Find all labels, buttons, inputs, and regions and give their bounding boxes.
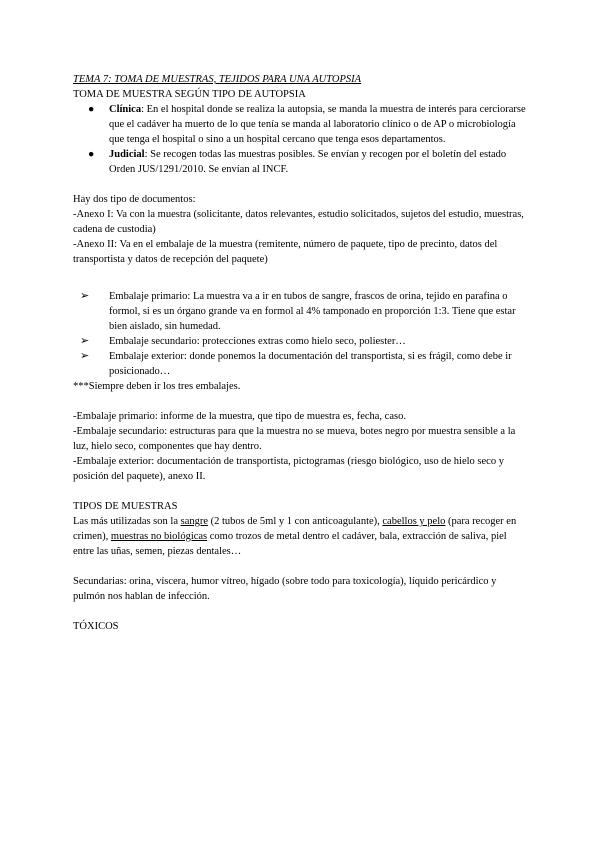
list-item	[73, 334, 529, 349]
list-item	[73, 289, 529, 334]
item-text: : Se recogen todas las muestras posibles. Se envían y recogen por el boletín del estado Orden JUS/1291/2010. Se envían al INCF.	[109, 149, 507, 175]
underlined-term: muestras no biológicas	[110, 531, 208, 542]
anexo-ii-text: -Anexo II: Va en el embalaje de la muestra (remitente, número de paquete, tipo de precinto, datos del transportista y datos de recepción del paquete)	[73, 239, 498, 265]
spacer	[73, 267, 529, 282]
item-label: Clínica	[109, 104, 142, 115]
arrow-bullet-icon: ➢	[80, 290, 90, 302]
documents-intro: Hay dos tipo de documentos:	[73, 194, 196, 205]
spacer	[73, 559, 529, 574]
toxicos-heading: TÓXICOS	[73, 621, 119, 632]
anexo-i-text: -Anexo I: Va con la muestra (solicitante, datos relevantes, estudio solicitados, sujetos del estudio, muestras, cadena de custodia)	[73, 209, 524, 235]
list-item	[73, 147, 529, 177]
sample-types-text	[73, 514, 529, 559]
item-text: Embalaje exterior: donde ponemos la documentación del transportista, si es frágil, como debe ir posicionado…	[109, 351, 512, 377]
bullet-icon: ●	[88, 104, 95, 115]
page-title: TEMA 7: TOMA DE MUESTRAS, TEJIDOS PARA UNA AUTOPSIA	[73, 74, 362, 85]
text-run: (para recoger en crimen),	[73, 516, 517, 542]
bullet-icon: ●	[88, 149, 95, 160]
spacer	[73, 177, 529, 192]
document-body	[73, 72, 529, 634]
packaging-doc-exterior: -Embalaje exterior: documentación de transportista, pictogramas (riesgo biológico, uso de hielo seco y posición del paquete), anexo II.	[73, 456, 504, 482]
list-item	[73, 102, 529, 147]
item-label: Judicial	[109, 149, 145, 160]
spacer	[73, 604, 529, 619]
item-text: Embalaje secundario: protecciones extras como hielo seco, poliester…	[109, 336, 406, 347]
item-text: Embalaje primario: La muestra va a ir en tubos de sangre, frascos de orina, tejido en parafina o formol, si es un órgano grande va en formol al 4% tamponado en proporción 1:3. Tiene que estar bien aislado, sin humedad.	[109, 291, 516, 332]
underlined-term: sangre	[180, 516, 209, 527]
sample-types-heading: TIPOS DE MUESTRAS	[73, 501, 178, 512]
packaging-doc-primary: -Embalaje primario: informe de la muestra, que tipo de muestra es, fecha, caso.	[73, 411, 406, 422]
spacer	[73, 282, 529, 289]
arrow-bullet-icon: ➢	[80, 350, 90, 362]
text-run: (2 tubos de 5ml y 1 con anticoagulante),	[208, 516, 383, 527]
list-item	[73, 349, 529, 379]
autopsy-types-list	[73, 102, 529, 177]
packaging-doc-secondary: -Embalaje secundario: estructuras para que la muestra no se mueva, botes negro por muestra sensible a la luz, hielo seco, componentes que hay dentro.	[73, 426, 516, 452]
underlined-term: cabellos y pelo	[382, 516, 446, 527]
item-text: : En el hospital donde se realiza la autopsia, se manda la muestra de interés para cerciorarse que el cadáver ha muerto de lo que tenía se manda al laboratorio clínico o de AP o microbiología que tenga el hospital o sino a un hospital cercano que tenga esos departamentos.	[109, 104, 526, 145]
text-run: como trozos de metal dentro el cadáver, bala, extracción de saliva, piel entre las uñas, semen, piezas dentales…	[73, 531, 507, 557]
secondary-samples-text: Secundarias: orina, víscera, humor vítreo, hígado (sobre todo para toxicología), líquido pericárdico y pulmón nos hablan de infección.	[73, 576, 497, 602]
packaging-note: ***Siempre deben ir los tres embalajes.	[73, 381, 241, 392]
spacer	[73, 394, 529, 409]
packaging-list	[73, 289, 529, 379]
spacer	[73, 484, 529, 499]
arrow-bullet-icon: ➢	[80, 335, 90, 347]
section-subtitle: TOMA DE MUESTRA SEGÚN TIPO DE AUTOPSIA	[73, 89, 306, 100]
text-run: Las más utilizadas son la	[73, 516, 181, 527]
